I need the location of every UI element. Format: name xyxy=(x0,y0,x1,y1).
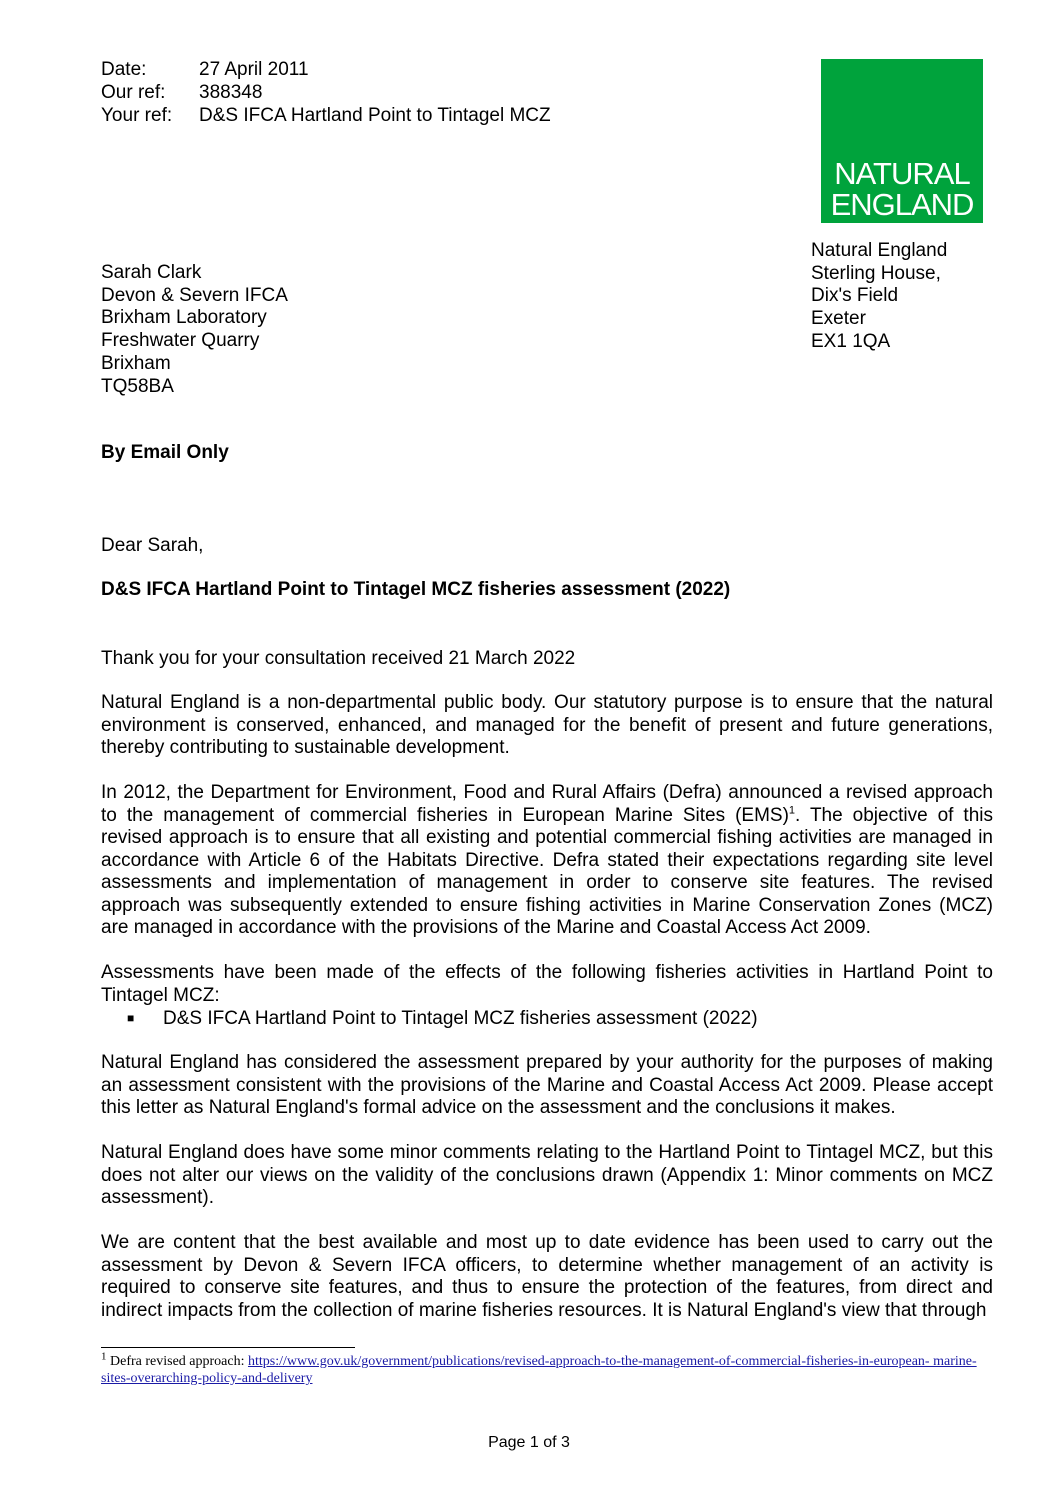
sender-line: Natural England xyxy=(811,240,948,261)
your-ref-value: D&S IFCA Hartland Point to Tintagel MCZ xyxy=(199,105,551,126)
page-number: Page 1 of 3 xyxy=(488,1434,570,1451)
recipient-line: Freshwater Quarry xyxy=(101,330,260,352)
natural-england-logo xyxy=(821,59,983,223)
recipient-address xyxy=(101,262,288,398)
our-ref-row xyxy=(101,81,262,104)
your-ref-label: Your ref: xyxy=(101,105,173,126)
paragraph-text: . The objective of this revised approach is to ensure that all existing and potential commercial fishing activities are managed in accordance with Article 6 of the Habitats Directive. Defra stated their expectations regarding site level assessments and implementation of management in order to conserve site features. The revised approach was subsequently extended to ensure fishing activities in Marine Conservation Zones (MCZ) are managed in accordance with the provisions of the Marine and Coastal Access Act 2009. xyxy=(101,804,994,938)
paragraph-considered: Natural England has considered the assessment prepared by your authority for the purposes of making an assessment consistent with the provisions of the Marine and Coastal Access Act 2009. Please accept this letter as Natural England's formal advice on the assessment and the conclusions it makes. xyxy=(101,1052,993,1118)
sender-line: Sterling House, xyxy=(811,262,941,284)
footnote xyxy=(101,1350,993,1387)
paragraph-minor-comments: Natural England does have some minor comments relating to the Hartland Point to Tintagel MCZ, but this does not alter our views on the validity of the conclusions drawn (Appendix 1: Minor comments on MCZ assessment). xyxy=(101,1142,993,1208)
footnote-ref: 1 xyxy=(788,804,796,817)
bullet-icon: ■ xyxy=(127,1011,135,1025)
sender-address xyxy=(811,240,947,354)
footnote-number: 1 xyxy=(101,1350,107,1363)
your-ref-row xyxy=(101,104,551,127)
sender-line: Dix's Field xyxy=(811,285,899,307)
recipient-line: TQ58BA xyxy=(101,375,174,397)
recipient-line: Devon & Severn IFCA xyxy=(101,284,288,306)
paragraph-statutory-purpose: Natural England is a non-departmental public body. Our statutory purpose is to ensure that the natural environment is conserved, enhanced, and managed for the benefit of present and future generations, thereby contributing to sustainable development. xyxy=(101,692,993,758)
recipient-line: Brixham xyxy=(101,352,171,374)
delivery-note: By Email Only xyxy=(101,442,229,463)
paragraph-consultation: Thank you for your consultation received 21 March 2022 xyxy=(101,648,576,669)
sender-line: Exeter xyxy=(811,308,866,330)
footnote-link[interactable]: https://www.gov.uk/government/publications/revised-approach-to-the-management-of-commercial-fisheries-in-european- marine-sites-overarching-policy-and-delivery xyxy=(101,1354,977,1386)
paragraph-text: In 2012, the Department for Environment, Food and Rural Affairs (Defra) announced a revised approach to the management of commercial fisheries in European Marine Sites (EMS) xyxy=(101,782,993,826)
footnote-divider xyxy=(101,1347,355,1348)
sender-line: EX1 1QA xyxy=(811,330,891,352)
date-label: Date: xyxy=(101,59,147,80)
date-row xyxy=(101,58,309,81)
list-item xyxy=(127,1007,758,1030)
paragraph-assessments: Assessments have been made of the effects of the following fisheries activities in Hartland Point to Tintagel MCZ: xyxy=(101,962,993,1006)
our-ref-label: Our ref: xyxy=(101,82,166,103)
our-ref-value: 388348 xyxy=(199,82,263,103)
paragraph-evidence: We are content that the best available and most up to date evidence has been used to carry out the assessment by Devon & Severn IFCA officers, to determine whether management of an activity is required to conserve site features, and thus to ensure the protection of the features, from direct and indirect impacts from the collection of marine fisheries resources. It is Natural England's view that through xyxy=(101,1232,993,1321)
subject-heading: D&S IFCA Hartland Point to Tintagel MCZ fisheries assessment (2022) xyxy=(101,579,731,600)
date-value: 27 April 2011 xyxy=(199,59,309,80)
recipient-line: Sarah Clark xyxy=(101,262,202,283)
paragraph-revised-approach xyxy=(101,782,993,940)
salutation: Dear Sarah, xyxy=(101,535,204,556)
logo-line-1: NATURAL xyxy=(834,156,970,191)
recipient-line: Brixham Laboratory xyxy=(101,307,267,329)
list-item-text: D&S IFCA Hartland Point to Tintagel MCZ fisheries assessment (2022) xyxy=(163,1008,758,1029)
footnote-label: Defra revised approach: xyxy=(110,1354,248,1369)
logo-line-2: ENGLAND xyxy=(830,187,974,222)
